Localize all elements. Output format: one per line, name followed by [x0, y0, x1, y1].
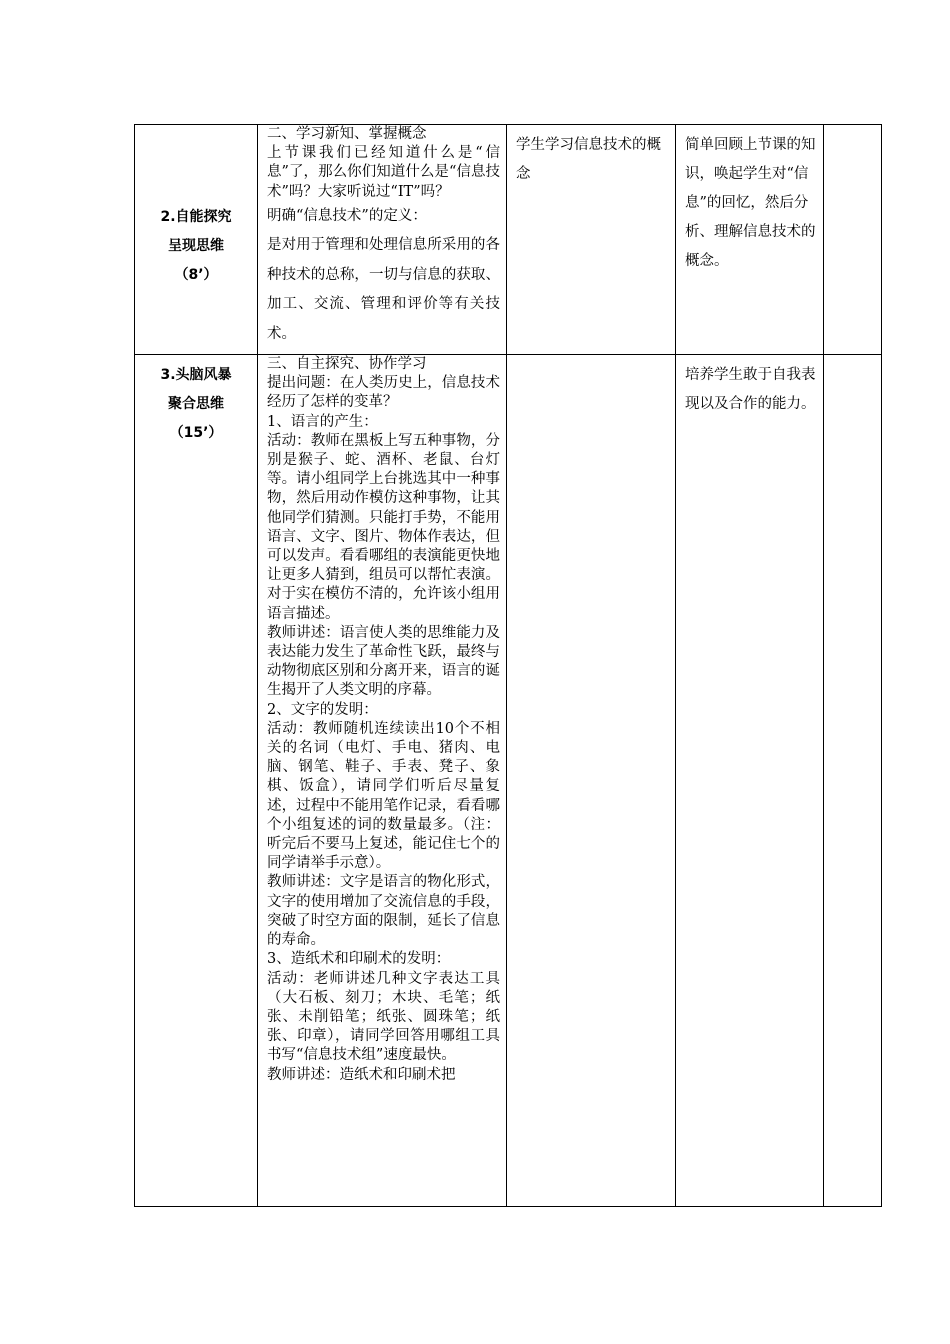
stage-duration: （8’）: [174, 267, 218, 283]
process-paragraph: 活动：教师随机连续读出10个不相关的名词（电灯、手电、猪肉、电脑、钢笔、鞋子、手表、凳子、象棋、饭盒），请同学们听后尽量复述，过程中不能用笔作记录，看看哪个小组复述的词的数量最多。（注：听完后不要马上复述，能记住七个的同学请举手示意）。: [267, 720, 500, 872]
process-paragraph: 教师讲述：造纸术和印刷术把: [267, 1066, 456, 1083]
student-activity-cell: [507, 355, 676, 1207]
design-intent-cell: [676, 355, 824, 1207]
student-activity-text: [507, 355, 675, 361]
stage-subtitle: 聚合思维: [168, 396, 224, 412]
stage-title: 3.头脑风暴: [160, 367, 232, 383]
table-row: [135, 125, 882, 355]
process-paragraph: 上节课我们已经知道什么是“信息”了，那么你们知道什么是“信息技术”吗？大家听说过“IT”吗？: [267, 145, 500, 200]
design-intent-cell: [676, 125, 824, 355]
process-paragraph: 三、自主探究、协作学习: [267, 356, 427, 372]
stage-cell: [135, 355, 258, 1207]
teaching-process-cell: [258, 355, 507, 1207]
process-paragraph: 活动：教师在黑板上写五种事物，分别是猴子、蛇、酒杯、老鼠、台灯等。请小组同学上台挑选其中一种事物，然后用动作模仿这种事物，让其他同学们猜测。只能打手势，不能用语言、文字、图片、物体作表达，但可以发声。看看哪组的表演能更快地让更多人猜到，组员可以帮忙表演。对于实在模仿不清的，允许该小组用语言描述。: [267, 432, 500, 622]
process-paragraph: 1、语言的产生：: [267, 413, 378, 430]
process-paragraph: 教师讲述：文字是语言的物化形式，文字的使用增加了交流信息的手段，突破了时空方面的限制，延长了信息的寿命。: [267, 874, 500, 949]
stage-subtitle: 呈现思维: [168, 238, 224, 254]
student-activity-cell: [507, 125, 676, 355]
process-paragraph: 是对用于管理和处理信息所采用的各种技术的总称，一切与信息的获取、加工、交流、管理和评价等有关技术。: [267, 237, 500, 342]
table-row: [135, 355, 882, 1207]
student-activity-text: 学生学习信息技术的概念: [516, 137, 661, 182]
note-cell: [824, 355, 882, 1207]
process-paragraph: 提出问题：在人类历史上，信息技术经历了怎样的变革？: [267, 375, 500, 411]
lesson-plan-table: [134, 124, 882, 1207]
teaching-process-cell: [258, 125, 507, 355]
process-paragraph: 教师讲述：语言使人类的思维能力及表达能力发生了革命性飞跃，最终与动物彻底区别和分离开来，语言的诞生揭开了人类文明的序幕。: [267, 624, 500, 699]
note-cell: [824, 125, 882, 355]
process-paragraph: 活动：老师讲述几种文字表达工具（大石板、刻刀；木块、毛笔；纸张、未削铅笔；纸张、圆珠笔；纸张、印章），请同学回答用哪组工具书写“信息技术组”速度最快。: [267, 970, 500, 1064]
process-paragraph: 2、文字的发明：: [267, 701, 378, 718]
stage-cell: [135, 125, 258, 355]
design-intent-text: 简单回顾上节课的知识，唤起学生对“信息”的回忆，然后分析、理解信息技术的概念。: [685, 137, 816, 269]
process-paragraph: 二、学习新知、掌握概念: [267, 126, 427, 142]
process-paragraph: 3、造纸术和印刷术的发明：: [267, 951, 451, 968]
stage-title: 2.自能探究: [160, 209, 232, 225]
design-intent-text: 培养学生敢于自我表现以及合作的能力。: [685, 367, 816, 412]
process-paragraph: 明确“信息技术”的定义：: [267, 207, 427, 224]
stage-duration: （15’）: [169, 425, 223, 441]
